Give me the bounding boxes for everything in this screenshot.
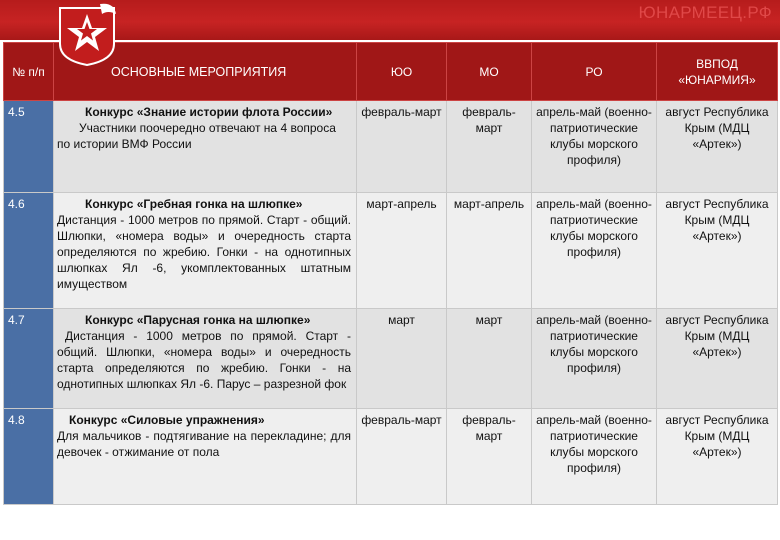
event-description: Участники поочередно отвечают на 4 вопроса по истории ВМФ России [57, 121, 336, 151]
mo-dates: март [447, 309, 532, 409]
ro-dates: апрель-май (военно-патриотические клубы морского профиля) [532, 101, 657, 193]
mo-dates: февраль-март [447, 101, 532, 193]
yunarmiya-emblem-icon [56, 0, 118, 66]
header-yo: ЮО [357, 43, 447, 101]
event-cell [54, 409, 357, 505]
events-table [3, 42, 778, 505]
ro-dates: апрель-май (военно-патриотические клубы морского профиля) [532, 193, 657, 309]
table-row [4, 101, 778, 193]
event-cell [54, 309, 357, 409]
header-row [4, 43, 778, 101]
vvpod-dates: август Республика Крым (МДЦ «Артек») [657, 409, 778, 505]
ro-dates: апрель-май (военно-патриотические клубы морского профиля) [532, 409, 657, 505]
header-ro: РО [532, 43, 657, 101]
event-title: Конкурс «Знание истории флота России» [85, 105, 333, 119]
event-cell [54, 193, 357, 309]
vvpod-dates: август Республика Крым (МДЦ «Артек») [657, 101, 778, 193]
table-row [4, 193, 778, 309]
yo-dates: февраль-март [357, 409, 447, 505]
header-num: № п/п [4, 43, 54, 101]
row-number: 4.5 [4, 101, 54, 193]
row-number: 4.8 [4, 409, 54, 505]
header-mo: МО [447, 43, 532, 101]
table-row [4, 409, 778, 505]
yo-dates: март [357, 309, 447, 409]
mo-dates: февраль-март [447, 409, 532, 505]
event-description: Для мальчиков - подтягивание на перекладине; для девочек - отжимание от пола [57, 429, 351, 459]
table-row [4, 309, 778, 409]
vvpod-dates: август Республика Крым (МДЦ «Артек») [657, 193, 778, 309]
row-number: 4.7 [4, 309, 54, 409]
event-title: Конкурс «Парусная гонка на шлюпке» [85, 313, 311, 327]
mo-dates: март-апрель [447, 193, 532, 309]
site-caption: ЮНАРМЕЕЦ.РФ [638, 3, 772, 22]
row-number: 4.6 [4, 193, 54, 309]
vvpod-dates: август Республика Крым (МДЦ «Артек») [657, 309, 778, 409]
yo-dates: март-апрель [357, 193, 447, 309]
event-description: Дистанция - 1000 метров по прямой. Старт - общий. Шлюпки, «номера воды» и очередность старта определяются по жребию. Гонки - на однотипных шлюпках Ял -6. Парус – разрезной фок [57, 329, 351, 391]
yo-dates: февраль-март [357, 101, 447, 193]
event-description: Дистанция - 1000 метров по прямой. Старт - общий. Шлюпки, «номера воды» и очередность старта определяются по жребию. Гонки - на однотипных шлюпках Ял -6, укомплектованных штатным имуществом [57, 213, 351, 291]
event-title: Конкурс «Силовые упражнения» [69, 413, 265, 427]
ro-dates: апрель-май (военно-патриотические клубы морского профиля) [532, 309, 657, 409]
header-vvpod: ВВПОД «ЮНАРМИЯ» [657, 43, 778, 101]
event-title: Конкурс «Гребная гонка на шлюпке» [85, 197, 303, 211]
header-events: ОСНОВНЫЕ МЕРОПРИЯТИЯ [54, 43, 357, 101]
event-cell [54, 101, 357, 193]
